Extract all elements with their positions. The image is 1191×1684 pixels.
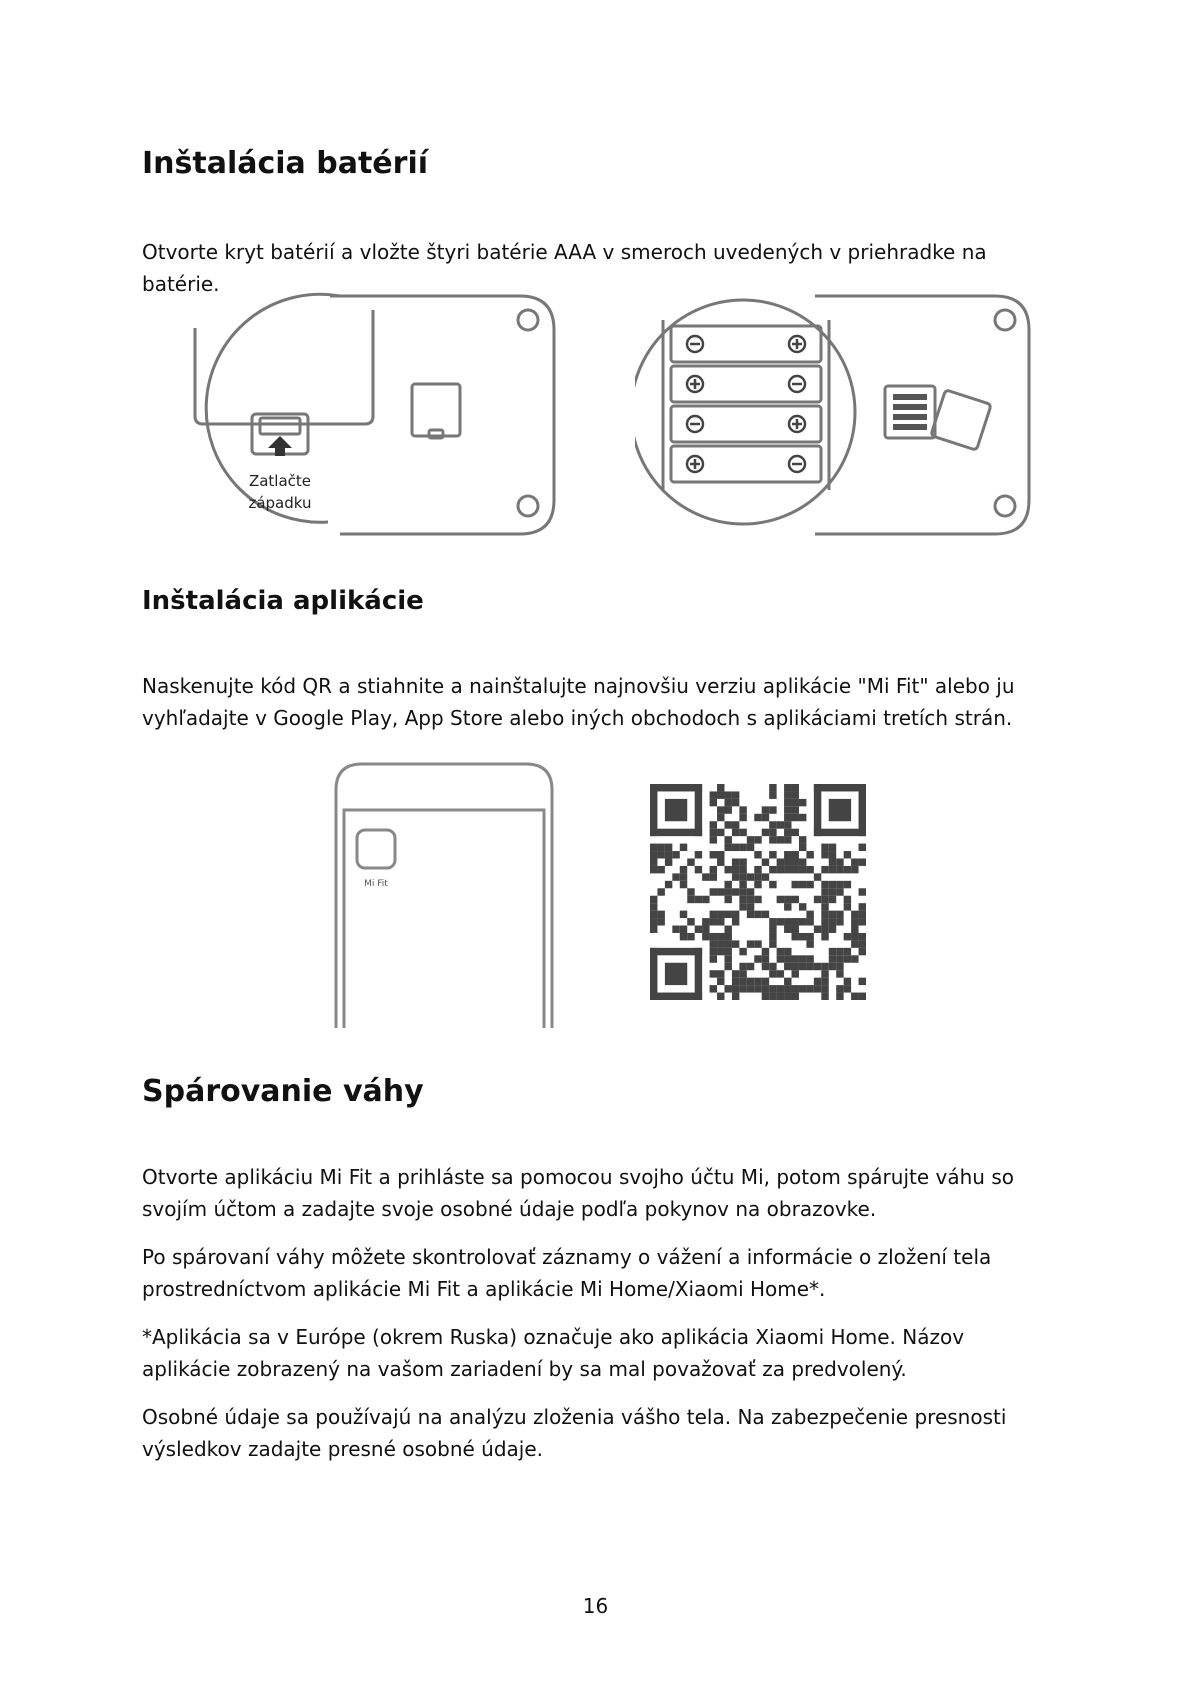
page-number: 16 (582, 1594, 609, 1618)
pairing-paragraph-4: Osobné údaje sa používajú na analýzu zloženia vášho tela. Na zabezpečenie presnosti výsledkov zadajte presné osobné údaje. (142, 1405, 1007, 1461)
mi-fit-app-label: Mi Fit (364, 879, 388, 889)
qr-code[interactable] (650, 784, 866, 1000)
latch-label-line1: Zatlačte (248, 472, 312, 490)
app-instructions: Naskenujte kód QR a stiahnite a nainštalujte najnovšiu verziu aplikácie "Mi Fit" alebo ju vyhľadajte v Google Play, App Store alebo iných obchodoch s aplikáciami tretích strán. (142, 674, 1015, 730)
battery-cover-illustration (150, 290, 570, 540)
pairing-footnote: *Aplikácia sa v Európe (okrem Ruska) označuje ako aplikácia Xiaomi Home. Názov aplikácie zobrazený na vašom zariadení by sa mal považovať za predvolený. (142, 1325, 965, 1381)
pairing-paragraph-2: Po spárovaní váhy môžete skontrolovať záznamy o vážení a informácie o zložení tela prostredníctvom aplikácie Mi Fit a aplikácie Mi Home/Xiaomi Home*. (142, 1245, 992, 1301)
pairing-heading: Spárovanie váhy (142, 1074, 424, 1109)
phone-illustration (330, 760, 560, 1028)
battery-heading: Inštalácia batérií (142, 146, 429, 181)
latch-label-line2: západku (248, 494, 312, 512)
battery-compartment-illustration (635, 290, 1035, 540)
battery-instructions: Otvorte kryt batérií a vložte štyri batérie AAA v smeroch uvedených v priehradke na batérie. (142, 240, 987, 296)
app-heading: Inštalácia aplikácie (142, 586, 424, 616)
pairing-paragraph-1: Otvorte aplikáciu Mi Fit a prihláste sa pomocou svojho účtu Mi, potom spárujte váhu so svojím účtom a zadajte svoje osobné údaje podľa pokynov na obrazovke. (142, 1165, 1014, 1221)
